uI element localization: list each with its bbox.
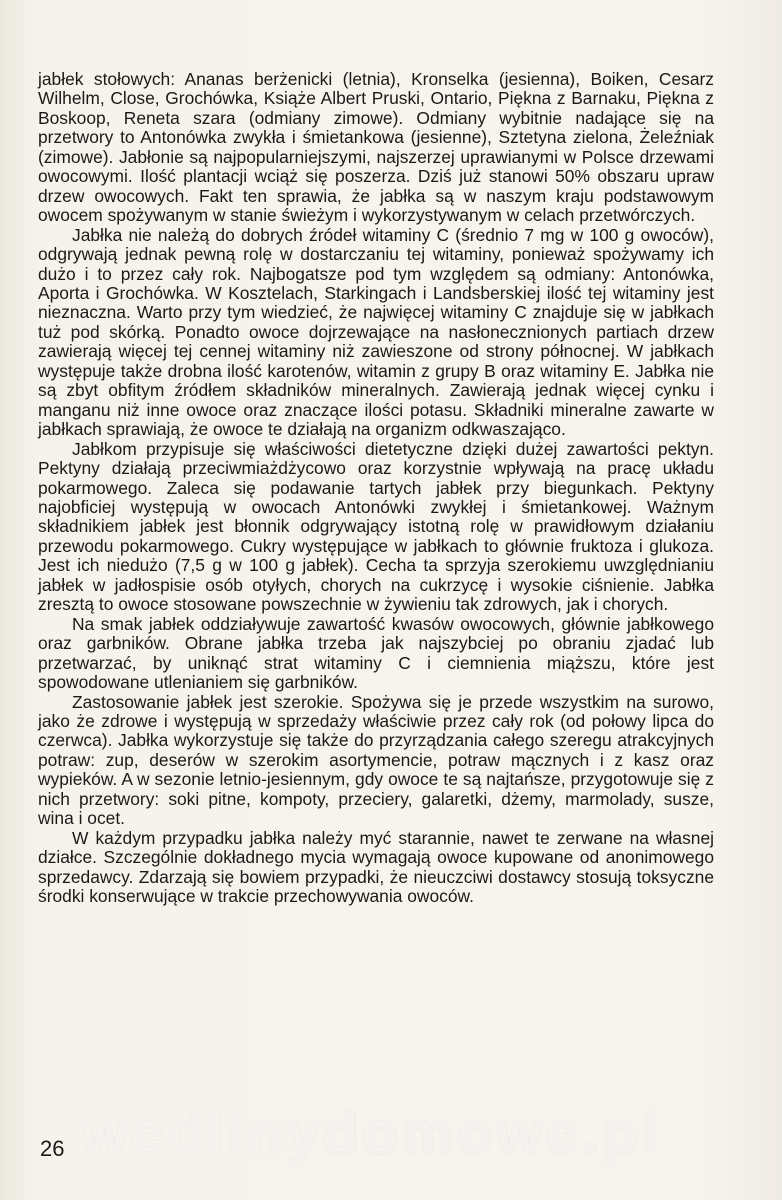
paragraph-2: Jabłka nie należą do dobrych źródeł witaminy C (średnio 7 mg w 100 g owoców), odgrywają jednak pewną rolę w dostarczaniu tej witaminy, ponieważ spożywamy ich dużo i to przez cały rok. Najbogatsze pod tym względem są odmiany: Antonówka, Aporta i Grochówka. W Kosztelach, Starkingach i Landsberskiej ilość tej witaminy jest nieznaczna. Warto przy tym wiedzieć, że najwięcej witaminy C znajduje się w jabłkach tuż pod skórką. Ponadto owoce dojrzewające na nasłonecznionych partiach drzew zawierają więcej tej cennej witaminy niż zawieszone od strony północnej. W jabłkach występuje także drobna ilość karotenów, witamin z grupy B oraz witaminy E. Jabłka nie są zbyt obfitym źródłem składników mineralnych. Zawierają jednak więcej cynku i manganu niż inne owoce oraz znaczące ilości potasu. Składniki mineralne zawarte w jabłkach sprawiają, że owoce te działają na organizm odkwaszająco. bbox=[38, 224, 714, 440]
paragraph-6: W każdym przypadku jabłka należy myć starannie, nawet te zerwane na własnej działce. Szczególnie dokładnego mycia wymagają owoce kupowane od anonimowego sprzedawcy. Zdarzają się bowiem przypadki, że nieuczciwi dostawcy stosują toksyczne środki konserwujące w trakcie przechowywania owoców. bbox=[38, 827, 714, 907]
body-text bbox=[38, 70, 714, 906]
page-number: 26 bbox=[40, 1136, 65, 1161]
paragraph-4: Na smak jabłek oddziaływuje zawartość kwasów owocowych, głównie jabłkowego oraz garbników. Obrane jabłka trzeba jak najszybciej po obraniu zjadać lub przetwarzać, by uniknąć strat witaminy C i ciemnienia miąższu, które jest spowodowane utlenianiem się garbników. bbox=[38, 613, 714, 693]
paragraph-1: jabłek stołowych: Ananas berżenicki (letnia), Kronselka (jesienna), Boiken, Cesarz Wilhelm, Close, Grochówka, Książe Albert Pruski, Ontario, Piękna z Barnaku, Piękna z Boskoop, Reneta szara (odmiany zimowe). Odmiany wybitnie nadające się na przetwory to Antonówka zwykła i śmietankowa (jesienne), Sztetyna zielona, Żeleźniak (zimowe). Jabłonie są najpopularniejszymi, najszerzej uprawianymi w Polsce drzewami owocowymi. Ilość plantacji wciąż się poszerza. Dziś już stanowi 50% obszaru upraw drzew owocowych. Fakt ten sprawia, że jabłka są w naszym kraju podstawowym owocem spożywanym w stanie świeżym i wykorzystywanym w celach przetwórczych. bbox=[38, 69, 714, 226]
watermark: wedlinydomowe.pl bbox=[82, 1101, 662, 1166]
paragraph-5: Zastosowanie jabłek jest szerokie. Spożywa się je przede wszystkim na surowo, jako że zdrowe i występują w sprzedaży właściwie przez cały rok (od połowy lipca do czerwca). Jabłka wykorzystuje się także do przyrządzania całego szeregu atrakcyjnych potraw: zup, deserów w szerokim asortymencie, potraw mącznych i z kasz oraz wypieków. A w sezonie letnio-jesiennym, gdy owoce te są najtańsze, przygotowuje się z nich przetwory: soki pitne, kompoty, przeciery, galaretki, dżemy, marmolady, susze, wina i ocet. bbox=[38, 691, 714, 829]
paragraph-3: Jabłkom przypisuje się właściwości dietetyczne dzięki dużej zawartości pektyn. Pektyny działają przeciwmiażdżycowo oraz korzystnie wpływają na pracę układu pokarmowego. Zaleca się podawanie tartych jabłek przy biegunkach. Pektyny najobficiej występują w owocach Antonówki zwykłej i śmietankowej. Ważnym składnikiem jabłek jest błonnik odgrywający istotną rolę w prawidłowym działaniu przewodu pokarmowego. Cukry występujące w jabłkach to głównie fruktoza i glukoza. Jest ich niedużo (7,5 g w 100 g jabłek). Cecha ta sprzyja szerokiemu uwzględnianiu jabłek w jadłospisie osób otyłych, chorych na cukrzycę i wysokie ciśnienie. Jabłka zresztą to owoce stosowane powszechnie w żywieniu tak zdrowych, jak i chorych. bbox=[38, 438, 714, 615]
